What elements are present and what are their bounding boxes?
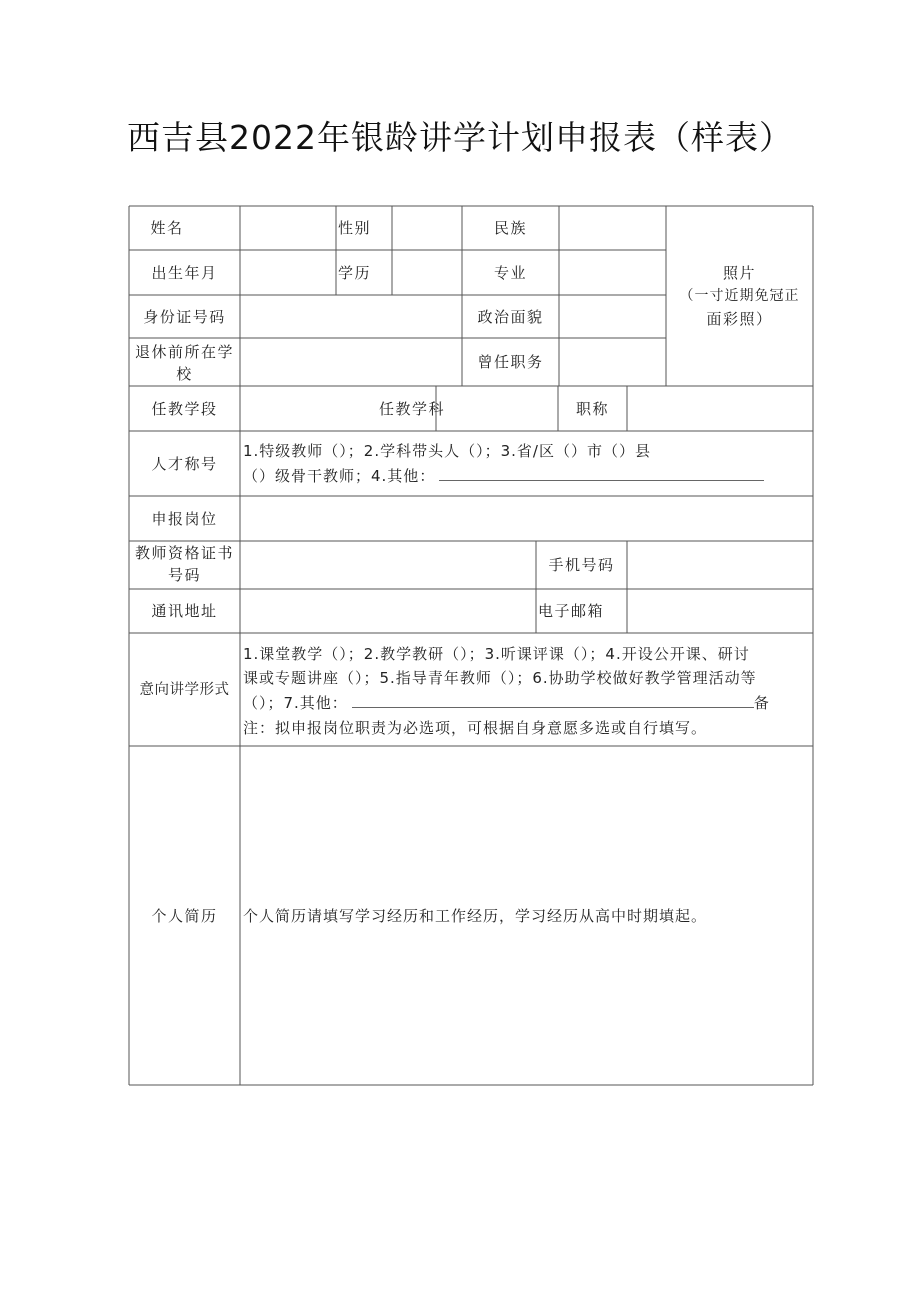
photo-note-line2: 面彩照） <box>706 310 773 328</box>
honor-other-input[interactable] <box>439 466 764 481</box>
school-label-line1: 退休前所在学 <box>134 343 234 361</box>
position-field[interactable] <box>241 497 812 540</box>
intent-options-line2: 课或专题讲座（）；5.指导青年教师（）；6.协助学校做好教学管理活动等 <box>243 669 757 687</box>
intent-options-line1: 1.课堂教学（）；2.教学教研（）；3.听课评课（）；4.开设公开课、研讨 <box>243 645 750 663</box>
birth-field[interactable] <box>241 251 335 294</box>
school-label-line2: 校 <box>176 365 193 383</box>
teaching-stage-field[interactable] <box>241 387 371 430</box>
teaching-subject-label: 任教学科 <box>379 399 446 418</box>
photo-box[interactable] <box>666 206 813 386</box>
address-field[interactable] <box>241 590 535 632</box>
id-number-label: 身份证号码 <box>143 307 226 326</box>
intent-remark-note: 注：拟申报岗位职责为必选项，可根据自身意愿多选或自行填写。 <box>243 719 708 737</box>
intent-label: 意向讲学形式 <box>139 681 230 698</box>
resume-field[interactable] <box>241 747 812 1084</box>
intent-remark-prefix: 备 <box>753 694 770 712</box>
email-field[interactable] <box>628 590 812 632</box>
honor-label: 人才称号 <box>151 454 218 473</box>
cert-label <box>129 541 240 589</box>
photo-label: 照片 <box>722 264 756 282</box>
title-rank-field[interactable] <box>628 387 812 430</box>
political-status-field[interactable] <box>560 296 665 337</box>
school-field[interactable] <box>241 339 461 385</box>
education-label: 学历 <box>338 263 372 282</box>
former-post-field[interactable] <box>560 339 665 385</box>
honor-options-line2-text: （）级骨干教师；4.其他： <box>243 467 436 485</box>
gender-field[interactable] <box>393 207 461 249</box>
teaching-subject-field[interactable] <box>437 387 557 430</box>
honor-options-line2 <box>243 464 811 488</box>
position-label: 申报岗位 <box>151 509 218 528</box>
political-status-label: 政治面貌 <box>477 307 544 326</box>
title-rank-label: 职称 <box>575 399 609 418</box>
email-label: 电子邮箱 <box>538 602 605 620</box>
id-number-field[interactable] <box>241 296 461 337</box>
major-label: 专业 <box>493 263 527 282</box>
ethnicity-label: 民族 <box>493 219 527 237</box>
address-label: 通讯地址 <box>151 602 218 620</box>
teaching-stage-label: 任教学段 <box>151 399 218 418</box>
name-field[interactable] <box>241 207 335 249</box>
form-title: 西吉县2022年银龄讲学计划申报表（样表） <box>127 118 793 157</box>
major-field[interactable] <box>560 251 665 294</box>
gender-label: 性别 <box>338 219 372 237</box>
school-label <box>129 338 240 386</box>
name-label: 姓名 <box>150 219 184 237</box>
photo-note-line1: （一寸近期免冠正 <box>679 288 800 304</box>
cert-label-line2: 号码 <box>167 566 201 584</box>
intent-other-input[interactable] <box>352 693 754 708</box>
cert-label-line1: 教师资格证书 <box>134 544 234 562</box>
birth-label: 出生年月 <box>151 263 218 282</box>
education-field[interactable] <box>393 251 461 294</box>
phone-field[interactable] <box>628 542 812 588</box>
resume-label: 个人简历 <box>151 906 218 925</box>
resume-instruction: 个人简历请填写学习经历和工作经历，学习经历从高中时期填起。 <box>243 907 708 925</box>
phone-label: 手机号码 <box>548 556 615 574</box>
ethnicity-field[interactable] <box>560 207 665 249</box>
honor-options-line1: 1.特级教师（）；2.学科带头人（）；3.省/区（）市（）县 <box>243 442 651 460</box>
intent-options-line3-text: （）；7.其他： <box>243 694 348 712</box>
intent-options-line3 <box>243 691 811 715</box>
cert-field[interactable] <box>241 542 535 588</box>
former-post-label: 曾任职务 <box>477 353 544 371</box>
